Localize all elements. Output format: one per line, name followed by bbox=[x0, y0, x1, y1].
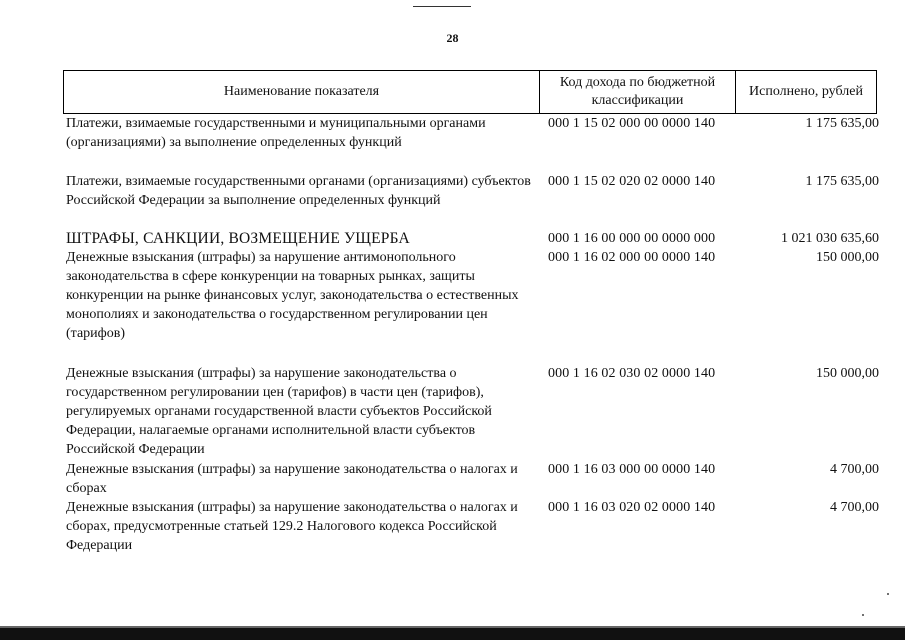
row-name: Платежи, взимаемые государственными и муниципальными органами (организациями) за выполнение определенных функций bbox=[66, 116, 486, 150]
row-code: 000 1 16 03 020 02 0000 140 bbox=[548, 500, 716, 515]
row-amount: 1 175 635,00 bbox=[805, 116, 879, 131]
scan-speck bbox=[887, 593, 889, 595]
row-amount: 1 175 635,00 bbox=[805, 174, 879, 189]
row-code: 000 1 15 02 020 02 0000 140 bbox=[548, 174, 716, 189]
page-number: 28 bbox=[446, 31, 459, 45]
row-name: Денежные взыскания (штрафы) за нарушение законодательства о налогах и сборах bbox=[66, 462, 518, 496]
row-amount: 150 000,00 bbox=[816, 250, 879, 265]
row-code: 000 1 16 03 000 00 0000 140 bbox=[548, 462, 716, 477]
row-amount: 150 000,00 bbox=[816, 366, 879, 381]
row-code: 000 1 16 02 030 02 0000 140 bbox=[548, 366, 716, 381]
row-amount: 1 021 030 635,60 bbox=[781, 231, 879, 246]
row-name: Денежные взыскания (штрафы) за нарушение законодательства о государственном регулировании цен (тарифов) в части цен (тарифов), регулируемых органами государственной власти субъектов Российской Федерации, налагаемые органами исполнительной власти субъектов Российской Федерации bbox=[66, 366, 492, 457]
row-name: Платежи, взимаемые государственными органами (организациями) субъектов Российской Федерации за выполнение определенных функций bbox=[66, 174, 531, 208]
top-rule bbox=[413, 6, 471, 7]
row-name: ШТРАФЫ, САНКЦИИ, ВОЗМЕЩЕНИЕ УЩЕРБА bbox=[66, 230, 410, 247]
row-code: 000 1 16 00 000 00 0000 000 bbox=[548, 231, 716, 246]
header-name: Наименование показателя bbox=[64, 71, 540, 113]
header-amount: Исполнено, рублей bbox=[749, 84, 863, 99]
scan-edge bbox=[0, 628, 905, 640]
row-amount: 4 700,00 bbox=[830, 500, 879, 515]
row-name: Денежные взыскания (штрафы) за нарушение антимонопольного законодательства в сфере конкуренции на товарных рынках, защиты конкуренции на рынке финансовых услуг, законодательства о естественных монополиях и законодательства о государственном регулировании цен (тарифов) bbox=[66, 250, 519, 341]
table-header bbox=[63, 70, 877, 114]
row-amount: 4 700,00 bbox=[830, 462, 879, 477]
row-code: 000 1 16 02 000 00 0000 140 bbox=[548, 250, 716, 265]
scan-speck bbox=[862, 614, 864, 616]
row-code: 000 1 15 02 000 00 0000 140 bbox=[548, 116, 716, 131]
row-name: Денежные взыскания (штрафы) за нарушение законодательства о налогах и сборах, предусмотренные статьей 129.2 Налогового кодекса Российской Федерации bbox=[66, 500, 518, 553]
header-code: Код дохода по бюджетной классификации bbox=[540, 71, 736, 113]
